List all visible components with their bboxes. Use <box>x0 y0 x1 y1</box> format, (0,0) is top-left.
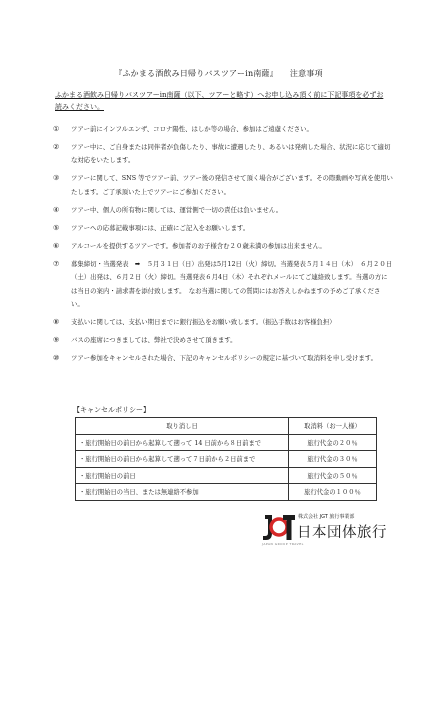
item-text: バスの座席につきましては、弊社で決めさせて頂きます。 <box>71 336 237 345</box>
company-logo <box>261 510 387 546</box>
table-cell: 旅行代金の１００％ <box>289 484 377 501</box>
item-number: ⑥ <box>53 241 60 250</box>
list-item <box>53 222 393 236</box>
company-name: 株式会社 JGT 旅行事業部 <box>298 514 355 520</box>
table-cell: 旅行代金の２０％ <box>289 434 377 451</box>
list-item <box>53 123 393 137</box>
list-item <box>53 316 393 330</box>
page-title <box>0 68 437 79</box>
jgt-logo-mark <box>261 511 296 543</box>
list-item <box>53 352 393 366</box>
item-number: ⑩ <box>53 353 60 362</box>
item-number: ⑤ <box>53 223 60 232</box>
item-number: ① <box>53 125 60 133</box>
item-text: ツアー前にインフルエンザ、コロナ陽性、はしか等の場合、参加はご遠慮ください。 <box>71 125 313 133</box>
table-header-cell: 取り消し日 <box>76 418 289 435</box>
item-number: ⑦ <box>53 259 60 268</box>
item-number: ⑧ <box>53 318 60 327</box>
item-text: アルコールを提供するツアーです。参加者のお子様含む２０歳未満の参加は出来ません。 <box>71 241 326 250</box>
list-item <box>53 258 393 312</box>
item-number: ② <box>53 142 60 151</box>
list-item <box>53 141 393 168</box>
cancel-policy-table <box>75 417 377 501</box>
brand-tagline: JAPAN GROUP TRAVEL <box>262 542 304 546</box>
item-number: ④ <box>53 205 60 214</box>
cancel-policy-heading: 【キャンセルポリシー】 <box>73 406 150 414</box>
item-text: 募集締切・当選発表 ➡ ５月３１日（日）出発は5月12日（火）締切。当選発表５月１４日（木） ６月２０日（土）出発は、６月２日（火）締切。当選発表６月4日（木）それぞれメールにてご連絡致します。当選の方には当日の案内・請求書を添付致します。 なお当選に関しての質問にはお答えしかねますの予めご了承ください。 <box>71 259 393 309</box>
item-number: ⑨ <box>53 336 60 345</box>
list-item <box>53 172 393 199</box>
table-row <box>76 467 377 484</box>
item-text: 支払いに関しては、支払い期日までに銀行振込をお願い致します。（振込手数はお客様負担） <box>71 318 336 327</box>
table-cell: ・旅行開始日の前日から起算して遡って 14 日前から８日前まで <box>76 434 289 451</box>
item-text: ツアー中、個人の所有物に関しては、運営側で一切の責任は負いません。 <box>71 205 283 214</box>
list-item <box>53 334 393 348</box>
list-item <box>53 240 393 254</box>
item-text: ツアーに関して、SNS 等でツアー前、ツアー後の発信させて頂く場合がございます。その際動画や写真を使用いたします。ご了承頂いた上でツアーにご参加ください。 <box>71 174 393 196</box>
title-suffix: 注意事項 <box>289 69 323 78</box>
item-text: ツアー中に、ご自身または同伴者が負傷したり、事故に遭遇したり、あるいは発病した場合、状況に応じて適切な対応をいたします。 <box>71 142 391 165</box>
item-number: ③ <box>53 174 60 183</box>
list-item <box>53 204 393 218</box>
item-text: ツアーへの応募記載事項には、正確にご記入をお願いします。 <box>71 223 250 232</box>
notice-list <box>53 123 393 370</box>
table-cell: ・旅行開始日の当日、または無連絡不参加 <box>76 484 289 501</box>
table-header-cell: 取消料（お一人様） <box>289 418 377 435</box>
title-main: 『ふかまる酒飲み日帰りバスツアーin南薩』 <box>114 69 278 78</box>
table-row <box>76 451 377 468</box>
table-row <box>76 434 377 451</box>
table-cell: ・旅行開始日の前日 <box>76 467 289 484</box>
brand-name: 日本団体旅行 <box>297 525 387 541</box>
table-cell: 旅行代金の５０％ <box>289 467 377 484</box>
table-row <box>76 484 377 501</box>
table-cell: 旅行代金の３０％ <box>289 451 377 468</box>
intro-text: ふかまる酒飲み日帰りバスツアーin南薩（以下、ツアーと略す）へお申し込み頂く前に下記事項を必ずお読みください。 <box>55 91 384 111</box>
item-text: ツアー参加をキャンセルされた場合、下記のキャンセルポリシーの規定に基づいて取消料を申し受けます。 <box>71 353 378 362</box>
table-header-row <box>76 418 377 435</box>
table-cell: ・旅行開始日の前日から起算して遡って７日前から２日前まで <box>76 451 289 468</box>
